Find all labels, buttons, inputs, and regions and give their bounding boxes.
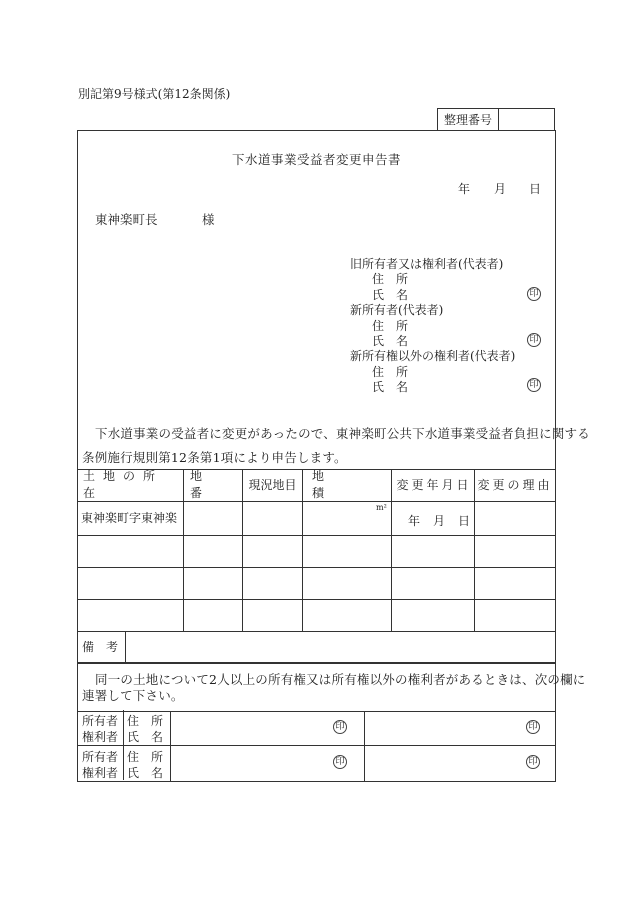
header-lot-number: 地番 — [190, 469, 225, 500]
note-top-divider — [77, 662, 556, 663]
area-unit: m² — [376, 503, 387, 512]
addressee-honorific: 様 — [202, 212, 215, 227]
header-change-date: 変更年月日 — [396, 477, 472, 492]
header-change-reason: 変更の理由 — [477, 477, 553, 492]
cosign2-address-label: 住 所 — [127, 750, 164, 764]
old-owner-label: 旧所有者又は権利者(代表者) — [350, 257, 504, 271]
date-day: 日 — [529, 182, 542, 196]
table-row — [81, 500, 183, 534]
row1-year: 年 — [408, 514, 421, 528]
form-number-label: 別記第9号様式(第12条関係) — [78, 87, 231, 101]
cosign2-name-label: 氏 名 — [127, 766, 164, 780]
new-other-name-label: 氏 名 — [372, 380, 409, 394]
cosign2-role-owner: 所有者 — [82, 750, 119, 764]
row1-location: 東神楽町字東神楽 — [81, 510, 178, 525]
old-owner-seal-icon: 印 — [527, 287, 541, 301]
note-line1: 同一の土地について2人以上の所有権又は所有権以外の権利者があるときは、次の欄に — [95, 672, 586, 687]
reference-number-label: 整理番号 — [438, 109, 499, 130]
cosign1-role-rights: 権利者 — [82, 730, 119, 744]
date-year: 年 — [458, 182, 471, 196]
new-owner-seal-icon: 印 — [527, 333, 541, 347]
cosign2-left-seal-icon: 印 — [333, 755, 347, 769]
new-owner-label: 新所有者(代表者) — [350, 303, 444, 317]
cosign1-role-owner: 所有者 — [82, 714, 119, 728]
body-text-line2: 条例施行規則第12条第1項により申告します。 — [82, 450, 347, 465]
old-owner-name-label: 氏 名 — [372, 288, 409, 302]
header-land-category: 現況地目 — [248, 477, 297, 492]
date-month: 月 — [494, 182, 507, 196]
note-line2: 連署して下さい。 — [82, 688, 184, 703]
new-owner-name-label: 氏 名 — [372, 334, 409, 348]
cosign1-left-seal-icon: 印 — [333, 720, 347, 734]
new-owner-address-label: 住 所 — [372, 319, 409, 333]
old-owner-address-label: 住 所 — [372, 272, 409, 286]
row1-month: 月 — [433, 514, 446, 528]
cosign1-right-seal-icon: 印 — [526, 720, 540, 734]
header-area: 地積 — [312, 469, 375, 500]
cosign1-address-label: 住 所 — [127, 714, 164, 728]
addressee-name: 東神楽町長 — [95, 212, 158, 227]
cosign1-name-label: 氏 名 — [127, 730, 164, 744]
header-location: 土地の所在 — [83, 469, 164, 500]
document-title: 下水道事業受益者変更申告書 — [231, 152, 401, 167]
cosign2-role-rights: 権利者 — [82, 766, 119, 780]
new-other-address-label: 住 所 — [372, 365, 409, 379]
new-other-rights-label: 新所有権以外の権利者(代表者) — [350, 349, 516, 363]
new-other-seal-icon: 印 — [527, 378, 541, 392]
reference-number-box — [437, 108, 555, 130]
remarks-label: 備 考 — [82, 639, 119, 654]
cosign-inner-divider — [123, 710, 124, 780]
body-text-line1: 下水道事業の受益者に変更があったので、東神楽町公共下水道事業受益者負担に関する — [95, 426, 590, 441]
remarks-field[interactable] — [126, 631, 554, 661]
cosign2-right-seal-icon: 印 — [526, 755, 540, 769]
row1-day: 日 — [458, 514, 471, 528]
cosign-divider — [77, 745, 556, 746]
reference-number-field[interactable] — [499, 109, 554, 130]
